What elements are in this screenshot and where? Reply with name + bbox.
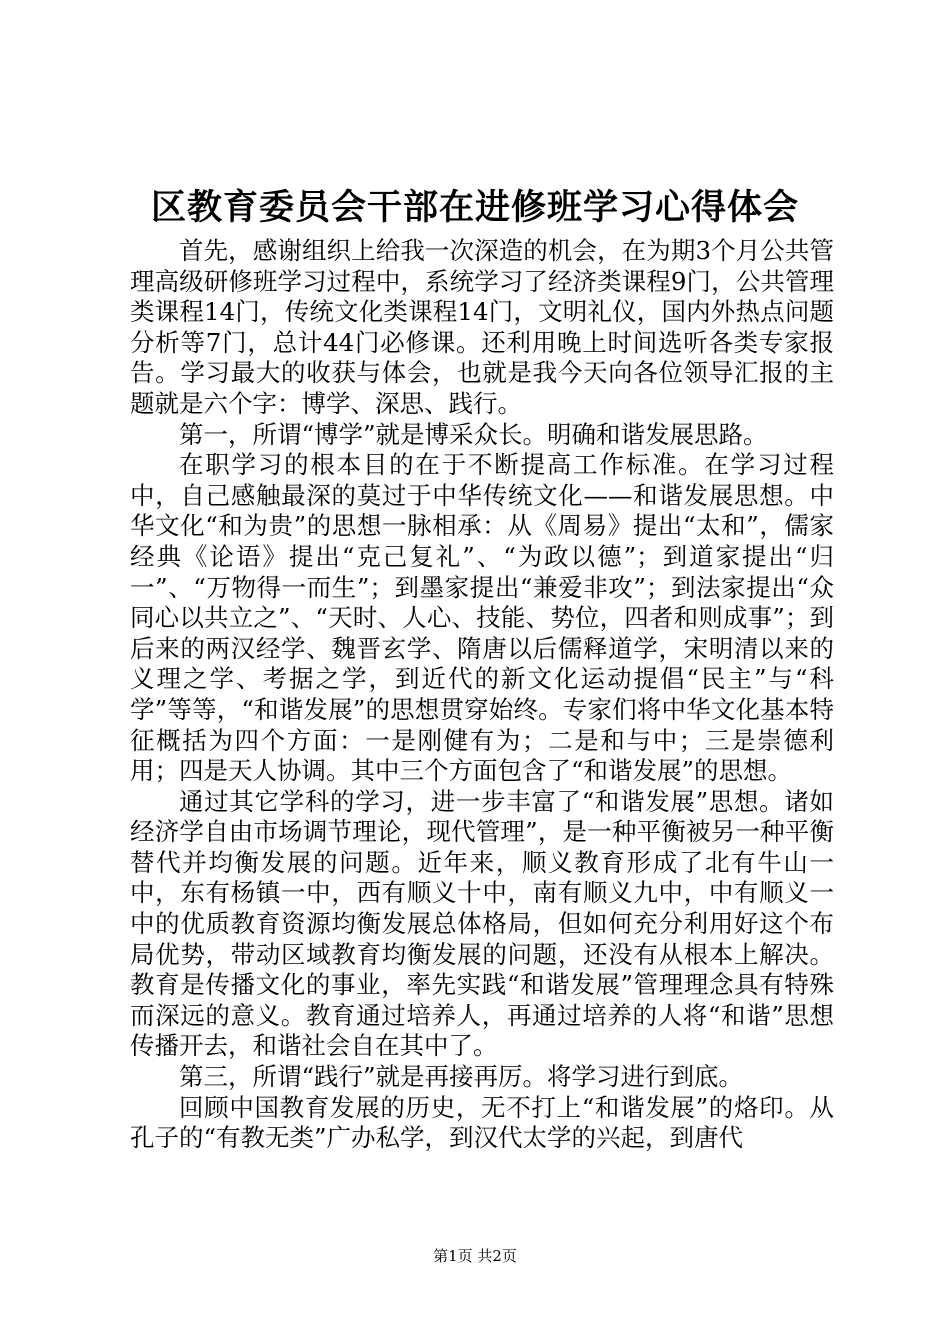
paragraph-section-one-heading: 第一，所谓“博学”就是博采众长。明确和谐发展思路。 [179,419,768,449]
paragraph-education-history: 回顾中国教育发展的历史，无不打上“和谐发展”的烙印。从孔子的“有教无类”广办私学，到汉代太学的兴起，到唐代 [130,1092,834,1153]
paragraph-section-three-heading: 第三，所谓“践行”就是再接再厉。将学习进行到底。 [179,1062,744,1092]
paragraph-harmony-culture: 在职学习的根本目的在于不断提高工作标准。在学习过程中，自己感触最深的莫过于中华传统文化——和谐发展思想。中华文化“和为贵”的思想一脉相承：从《周易》提出“太和”，儒家经典《论语》提出“克己复礼”、“为政以德”；到道家提出“归一”、“万物得一而生”；到墨家提出“兼爱非攻”；到法家提出“众同心以共立之”、“天时、人心、技能、势位，四者和则成事”；到后来的两汉经学、魏晋玄学、隋唐以后儒释道学，宋明清以来的义理之学、考据之学，到近代的新文化运动提倡“民主”与“科学”等等，“和谐发展”的思想贯穿始终。专家们将中华文化基本特征概括为四个方面：一是刚健有为；二是和与中；三是崇德利用；四是天人协调。其中三个方面包含了“和谐发展”的思想。 [130,450,834,786]
document-title: 区教育委员会干部在进修班学习心得体会 [150,187,799,228]
document-body [130,236,834,1154]
paragraph-other-disciplines: 通过其它学科的学习，进一步丰富了“和谐发展”思想。诸如经济学自由市场调节理论，现代管理”，是一种平衡被另一种平衡替代并均衡发展的问题。近年来，顺义教育形成了北有牛山一中，东有杨镇一中，西有顺义十中，南有顺义九中，中有顺义一中的优质教育资源均衡发展总体格局，但如何充分利用好这个布局优势，带动区域教育均衡发展的问题，还没有从根本上解决。教育是传播文化的事业，率先实践“和谐发展”管理理念具有特殊而深远的意义。教育通过培养人，再通过培养的人将“和谐”思想传播开去，和谐社会自在其中了。 [130,786,834,1061]
page-footer: 第1页 共2页 [433,1247,517,1265]
paragraph-intro: 首先，感谢组织上给我一次深造的机会，在为期3个月公共管理高级研修班学习过程中，系统学习了经济类课程9门，公共管理类课程14门，传统文化类课程14门，文明礼仪，国内外热点问题分析等7门，总计44门必修课。还利用晚上时间选听各类专家报告。学习最大的收获与体会，也就是我今天向各位领导汇报的主题就是六个字：博学、深思、践行。 [130,236,834,418]
